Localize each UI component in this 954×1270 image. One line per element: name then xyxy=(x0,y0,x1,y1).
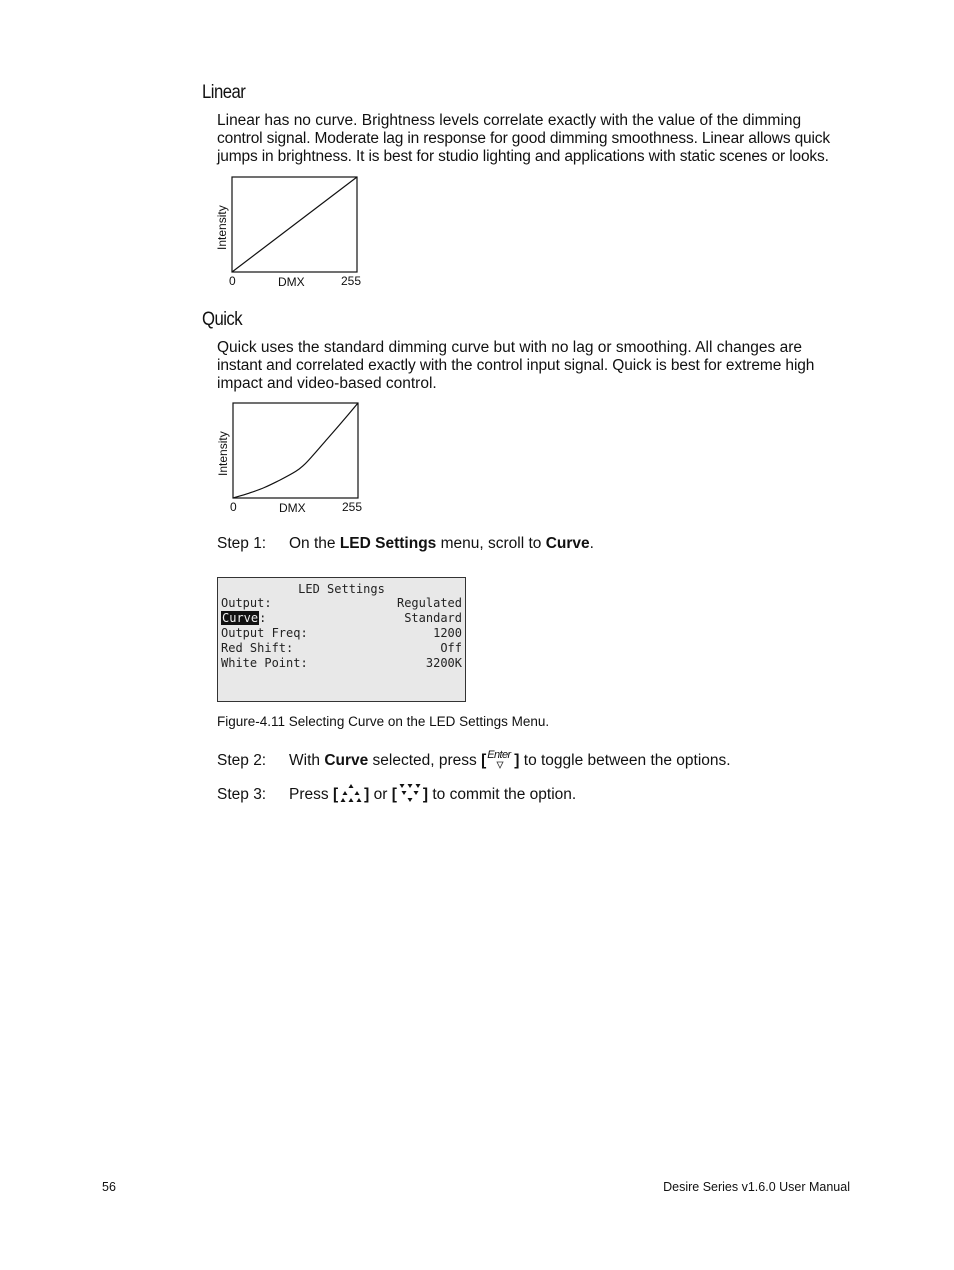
quick-heading: Quick xyxy=(202,309,243,330)
x-tick-max: 255 xyxy=(342,500,363,514)
linear-description xyxy=(217,112,867,166)
page-number: 56 xyxy=(102,1180,116,1194)
lcd-row-label: Output Freq: xyxy=(221,626,308,640)
lcd-row-label-selected: Curve xyxy=(222,611,259,625)
step-1-option-name: Curve xyxy=(545,535,590,552)
linear-heading: Linear xyxy=(202,82,246,103)
down-arrow-key-icon xyxy=(397,783,423,805)
lcd-row-red-shift xyxy=(221,641,462,656)
step-2 xyxy=(217,748,731,770)
x-tick-min: 0 xyxy=(229,274,236,288)
linear-curve-plot xyxy=(212,170,382,295)
lcd-row-curve[interactable] xyxy=(221,611,462,626)
quick-line-1: Quick uses the standard dimming curve but with no lag or smoothing. All changes are xyxy=(217,339,803,356)
enter-key-label: Enter xyxy=(487,748,511,761)
lcd-title: LED Settings xyxy=(298,582,385,596)
lcd-row-label: Red Shift: xyxy=(221,641,294,655)
series-line xyxy=(233,403,358,498)
lcd-row-value: Regulated xyxy=(396,596,462,610)
step-2-bracket-open: [ xyxy=(481,752,487,769)
lcd-row-white-point xyxy=(221,656,462,671)
y-axis-label: Intensity xyxy=(215,205,229,250)
lcd-row-value: Standard xyxy=(404,611,462,625)
lcd-row-value: 1200 xyxy=(433,626,462,640)
step-3 xyxy=(217,785,576,805)
linear-curve-chart xyxy=(212,170,382,300)
step-2-text-a: With xyxy=(289,752,325,769)
lcd-row-label-wrap xyxy=(221,611,266,625)
y-axis-label: Intensity xyxy=(216,431,230,476)
step-1-text-a: On the xyxy=(289,535,340,552)
enter-key-icon xyxy=(486,749,514,769)
step-1-menu-name: LED Settings xyxy=(339,535,437,552)
step-3-text-a: Press xyxy=(289,786,333,804)
step-2-number: Step 2: xyxy=(217,752,267,769)
quick-curve-plot xyxy=(212,396,382,521)
series-line xyxy=(232,177,357,272)
lcd-row-output-freq xyxy=(221,626,462,641)
linear-line-2: control signal. Moderate lag in response for good dimming smoothness. Linear allows quick xyxy=(217,130,831,147)
lcd-row-label: White Point: xyxy=(221,656,308,670)
x-axis-label: DMX xyxy=(279,501,306,515)
lcd-row-label: Output: xyxy=(221,596,272,610)
x-tick-max: 255 xyxy=(341,274,362,288)
x-tick-min: 0 xyxy=(230,500,237,514)
plot-frame xyxy=(233,403,358,498)
lcd-row-value: Off xyxy=(440,641,462,655)
up-arrow-key-icon xyxy=(338,783,364,805)
step-2-option-name: Curve xyxy=(324,752,369,769)
lcd-row-label-colon: : xyxy=(259,611,267,625)
step-1-text-c: . xyxy=(589,535,594,552)
step-3-text-c: to commit the option. xyxy=(428,786,577,804)
quick-description xyxy=(217,339,867,393)
quick-line-2: instant and correlated exactly with the control input signal. Quick is best for extreme high xyxy=(217,357,815,374)
step-2-bracket-close: ] xyxy=(514,752,520,769)
up-arrow-key-glyph xyxy=(338,783,364,805)
linear-line-3: jumps in brightness. It is best for studio lighting and applications with static scenes or looks. xyxy=(217,148,829,165)
step-3-bracket-close-1: ] xyxy=(364,786,370,804)
enter-key-arrow xyxy=(486,749,514,769)
step-3-bracket-close-2: ] xyxy=(422,786,429,804)
x-axis-label: DMX xyxy=(278,275,305,289)
step-2-text-c: to toggle between the options. xyxy=(519,752,731,769)
step-3-bracket-open-1: [ xyxy=(332,786,339,804)
quick-line-3: impact and video-based control. xyxy=(217,375,437,392)
manual-title: Desire Series v1.6.0 User Manual xyxy=(663,1180,850,1194)
step-1 xyxy=(217,535,594,553)
lcd-row-value: 3200K xyxy=(425,656,462,670)
step-3-number: Step 3: xyxy=(217,786,267,804)
step-3-bracket-open-2: [ xyxy=(391,786,397,804)
lcd-row-output xyxy=(221,596,462,611)
led-settings-lcd-screen xyxy=(217,577,466,702)
linear-line-1: Linear has no curve. Brightness levels correlate exactly with the value of the dimming xyxy=(217,112,802,129)
step-1-number: Step 1: xyxy=(217,535,267,552)
step-1-text-b: menu, scroll to xyxy=(436,535,546,552)
step-3-text-b: or xyxy=(369,786,392,804)
step-2-text-b: selected, press xyxy=(368,752,482,769)
figure-caption: Figure-4.11 Selecting Curve on the LED Settings Menu. xyxy=(217,714,550,729)
down-arrow-key-glyph xyxy=(397,783,423,805)
quick-curve-chart xyxy=(212,396,382,526)
